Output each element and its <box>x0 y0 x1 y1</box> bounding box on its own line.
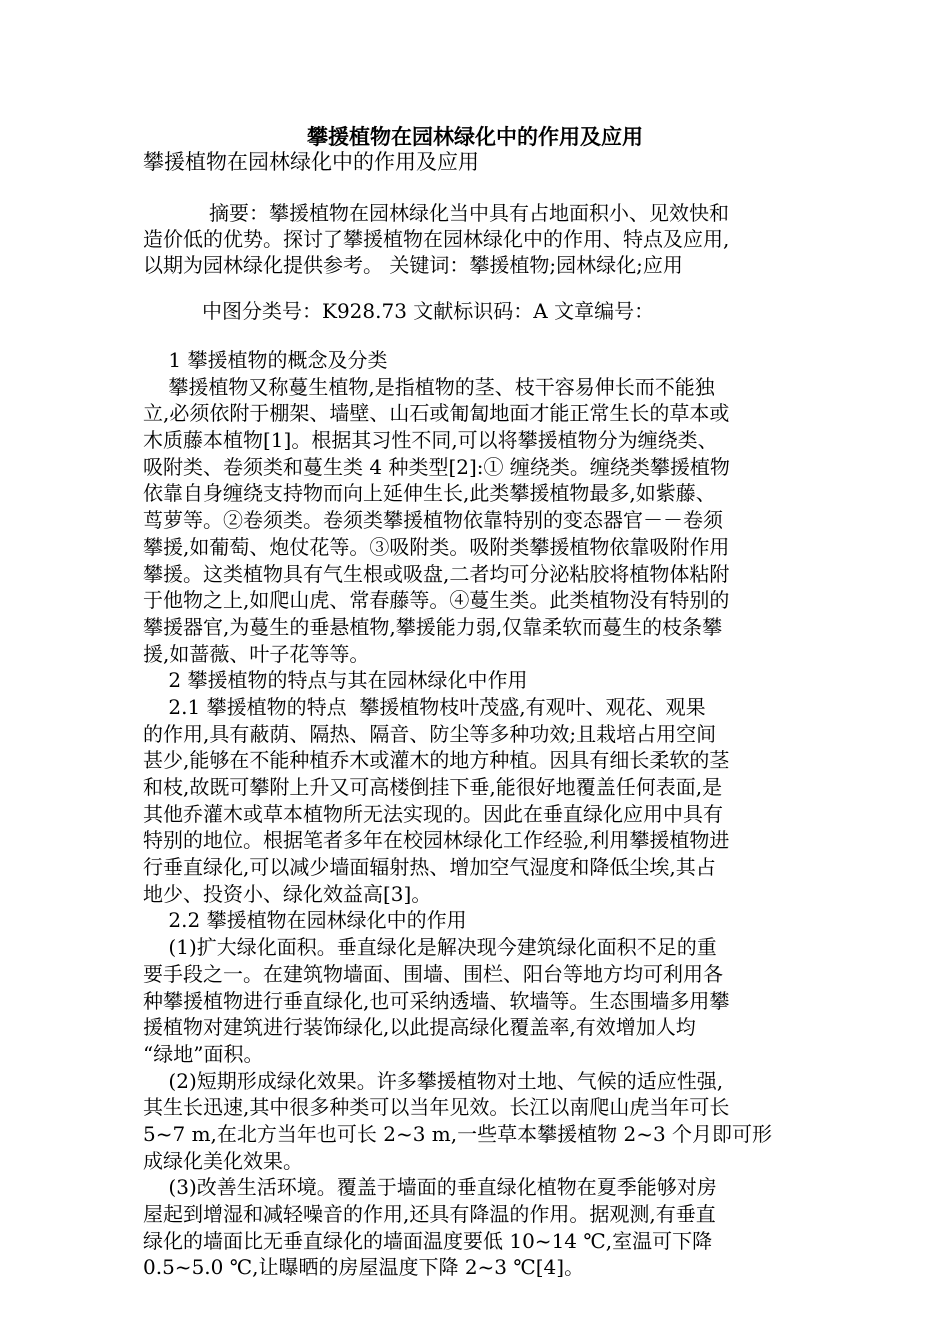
body-line: 依靠自身缠绕支持物而向上延伸生长,此类攀援植物最多,如紫藤、 <box>143 481 716 506</box>
body-line: 屋起到增湿和减轻噪音的作用,还具有降温的作用。据观测,有垂直 <box>143 1202 716 1226</box>
body-line: (3)改善生活环境。覆盖于墙面的垂直绿化植物在夏季能够对房 <box>143 1175 717 1200</box>
body-line: 于他物之上,如爬山虎、常春藤等。④蔓生类。此类植物没有特别的 <box>143 588 730 613</box>
document-title: 攀援植物在园林绿化中的作用及应用 <box>307 125 643 149</box>
document-subtitle: 攀援植物在园林绿化中的作用及应用 <box>143 150 479 174</box>
abstract-line: 造价低的优势。探讨了攀援植物在园林绿化中的作用、特点及应用, <box>143 227 730 251</box>
body-line: “绿地”面积。 <box>143 1041 264 1066</box>
body-line: 攀援。这类植物具有气生根或吸盘,二者均可分泌粘胶将植物体粘附 <box>143 561 730 586</box>
body-line: 吸附类、卷须类和蔓生类 4 种类型[2]:① 缠绕类。缠绕类攀援植物 <box>143 454 730 479</box>
body-line: 木质藤本植物[1]。根据其习性不同,可以将攀援植物分为缠绕类、 <box>143 428 718 453</box>
body-line: 绿化的墙面比无垂直绿化的墙面温度要低 10~14 ℃,室温可下降 <box>143 1228 713 1253</box>
body-line: 1 攀援植物的概念及分类 <box>143 348 388 372</box>
body-text <box>143 347 808 1281</box>
body-line: 行垂直绿化,可以减少墙面辐射热、增加空气湿度和降低尘埃,其占 <box>143 855 716 880</box>
body-line: (1)扩大绿化面积。垂直绿化是解决现今建筑绿化面积不足的重 <box>143 935 717 960</box>
body-line: 特别的地位。根据笔者多年在校园林绿化工作经验,利用攀援植物进 <box>143 828 730 853</box>
abstract-line: 摘要：攀援植物在园林绿化当中具有占地面积小、见效快和 <box>209 201 729 225</box>
body-line: 和枝,故既可攀附上升又可高楼倒挂下垂,能很好地覆盖任何表面,是 <box>143 775 723 799</box>
body-line: 茑萝等。②卷须类。卷须类攀援植物依靠特别的变态器官－－卷须 <box>143 508 723 533</box>
body-line: 援,如蔷薇、叶子花等等。 <box>143 641 370 666</box>
body-line: 立,必须依附于棚架、墙壁、山石或匍匐地面才能正常生长的草本或 <box>143 401 730 426</box>
body-line: 攀援器官,为蔓生的垂悬植物,攀援能力弱,仅靠柔软而蔓生的枝条攀 <box>143 614 723 639</box>
body-line: 2.1 攀援植物的特点 攀援植物枝叶茂盛,有观叶、观花、观果 <box>143 694 706 719</box>
body-line: 种攀援植物进行垂直绿化,也可采纳透墙、软墙等。生态围墙多用攀 <box>143 988 730 1013</box>
body-line: 要手段之一。在建筑物墙面、围墙、围栏、阳台等地方均可利用各 <box>143 961 723 986</box>
body-line: 0.5~5.0 ℃,让曝晒的房屋温度下降 2~3 ℃[4]。 <box>143 1255 585 1280</box>
abstract-line: 以期为园林绿化提供参考。 关键词：攀援植物;园林绿化;应用 <box>143 253 683 277</box>
body-line: 2.2 攀援植物在园林绿化中的作用 <box>143 908 467 933</box>
body-line: 攀援植物又称蔓生植物,是指植物的茎、枝干容易伸长而不能独 <box>143 374 715 399</box>
body-line: 甚少,能够在不能种植乔木或灌木的地方种植。因具有细长柔软的茎 <box>143 748 730 773</box>
body-line: (2)短期形成绿化效果。许多攀援植物对土地、气候的适应性强, <box>143 1068 724 1093</box>
abstract <box>143 200 808 278</box>
body-line: 5~7 m,在北方当年也可长 2~3 m,一些草本攀援植物 2~3 个月即可形 <box>143 1121 773 1146</box>
body-line: 攀援,如葡萄、炮仗花等。③吸附类。吸附类攀援植物依靠吸附作用 <box>143 534 730 559</box>
body-line: 2 攀援植物的特点与其在园林绿化中作用 <box>143 668 528 693</box>
classification-line: 中图分类号：K928.73 文献标识码：A 文章编号： <box>202 299 655 323</box>
body-line: 援植物对建筑进行装饰绿化,以此提高绿化覆盖率,有效增加人均 <box>143 1015 696 1040</box>
body-line: 地少、投资小、绿化效益高[3]。 <box>143 881 432 906</box>
body-line: 成绿化美化效果。 <box>143 1148 303 1173</box>
body-line: 的作用,具有蔽荫、隔热、隔音、防尘等多种功效;且栽培占用空间 <box>143 721 717 746</box>
body-line: 其他乔灌木或草本植物所无法实现的。因此在垂直绿化应用中具有 <box>143 801 723 826</box>
body-line: 其生长迅速,其中很多种类可以当年见效。长江以南爬山虎当年可长 <box>143 1095 730 1120</box>
